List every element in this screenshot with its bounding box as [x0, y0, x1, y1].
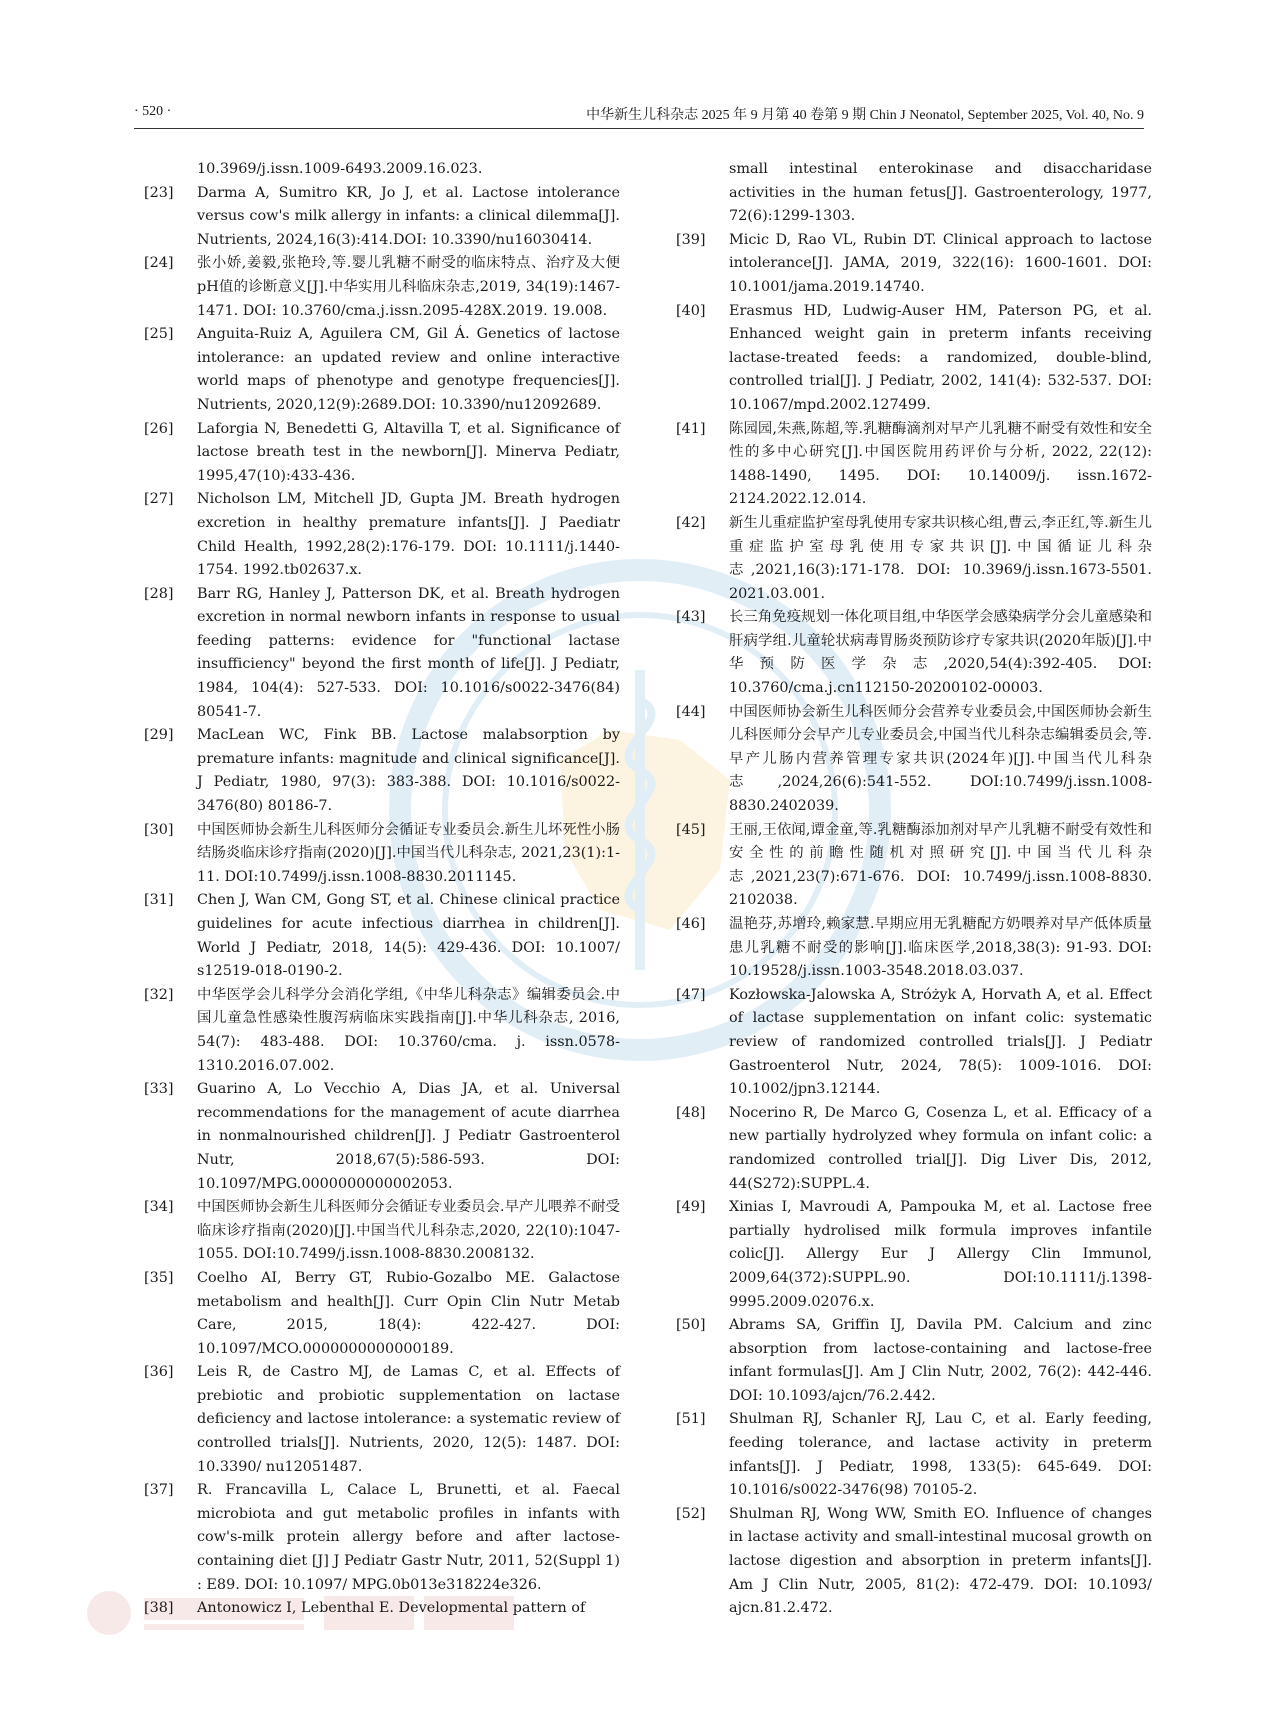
- reference-entry: [676, 1196, 1152, 1314]
- reference-number: [35]: [144, 1269, 174, 1286]
- reference-number: [52]: [676, 1505, 706, 1522]
- reference-number: [51]: [676, 1411, 706, 1428]
- reference-text: Xinias I, Mavroudi A, Pampouka M, et al. Lactose free partially hydrolised milk formula improves infantile colic[J]. Allergy Eur J Allergy Clin Immunol, 2009,64(372):SUPPL.90. DOI:10.1111/j.1398-9995.2009.02076.x.: [729, 1199, 1152, 1310]
- reference-text: Guarino A, Lo Vecchio A, Dias JA, et al. Universal recommendations for the management of acute diarrhea in nonmalnourished children[J]. J Pediatr Gastroenterol Nutr, 2018,67(5):586-593. DOI: 10.1097/MPG.0000000000002053.: [197, 1081, 620, 1192]
- reference-number: [34]: [144, 1199, 174, 1216]
- reference-number: [36]: [144, 1364, 174, 1381]
- reference-entry: [676, 984, 1152, 1102]
- reference-entry: [676, 512, 1152, 606]
- reference-entry: [144, 819, 620, 890]
- reference-entry: [144, 1078, 620, 1196]
- reference-number: [25]: [144, 326, 174, 343]
- reference-number: [32]: [144, 986, 174, 1003]
- reference-number: [23]: [144, 184, 174, 201]
- reference-number: [24]: [144, 255, 174, 272]
- page-header: [134, 104, 1144, 129]
- reference-entry: [144, 488, 620, 582]
- reference-text: 新生儿重症监护室母乳使用专家共识核心组,曹云,李正红,等.新生儿重症监护室母乳使用专家共识[J].中国循证儿科杂志,2021,16(3):171-178. DOI: 10.3969/j.issn.1673-5501. 2021.03.001.: [729, 514, 1152, 602]
- reference-entry: [144, 724, 620, 818]
- reference-number: [27]: [144, 491, 174, 508]
- reference-number: [47]: [676, 986, 706, 1003]
- reference-text: Coelho AI, Berry GT, Rubio-Gozalbo ME. Galactose metabolism and health[J]. Curr Opin Clin Nutr Metab Care, 2015, 18(4): 422-427. DOI: 10.1097/MCO.0000000000000189.: [197, 1269, 620, 1357]
- references-left-column: [144, 158, 620, 1621]
- reference-number: [29]: [144, 727, 174, 744]
- reference-number: [49]: [676, 1199, 706, 1216]
- reference-entry: [676, 1314, 1152, 1408]
- reference-text: Barr RG, Hanley J, Patterson DK, et al. Breath hydrogen excretion in normal newborn infants in response to usual feeding patterns: evidence for "functional lactase insufficiency" beyond the first month of life[J]. J Pediatr, 1984, 104(4): 527-533. DOI: 10.1016/s0022-3476(84) 80541-7.: [197, 585, 620, 720]
- reference-entry: [676, 701, 1152, 819]
- reference-text: Leis R, de Castro MJ, de Lamas C, et al. Effects of prebiotic and probiotic supplementation on lactase deficiency and lactose intolerance: a systematic review of controlled trials[J]. Nutrients, 2020, 12(5): 1487. DOI: 10.3390/ nu12051487.: [197, 1364, 620, 1475]
- reference-text: 长三角免疫规划一体化项目组,中华医学会感染病学分会儿童感染和肝病学组.儿童轮状病毒胃肠炎预防诊疗专家共识(2020年版)[J].中华预防医学杂志,2020,54(4):392-405. DOI: 10.3760/cma.j.cn112150-20200102-00003.: [729, 609, 1152, 697]
- reference-text: R. Francavilla L, Calace L, Brunetti, et al. Faecal microbiota and gut metabolic profiles in infants with cow's-milk protein allergy before and after lactose-containing diet [J] J Pediatr Gastr Nutr, 2011, 52(Suppl 1) : E89. DOI: 10.1097/ MPG.0b013e318224e326.: [197, 1482, 620, 1593]
- reference-text: 中华医学会儿科学分会消化学组,《中华儿科杂志》编辑委员会.中国儿童急性感染性腹泻病临床实践指南[J].中华儿科杂志, 2016, 54(7): 483-488. DOI: 10.3760/cma. j. issn.0578-1310.2016.07.002.: [197, 986, 620, 1074]
- reference-entry: [676, 229, 1152, 300]
- reference-number: [28]: [144, 585, 174, 602]
- reference-text: Anguita-Ruiz A, Aguilera CM, Gil Á. Genetics of lactose intolerance: an updated review and online interactive world maps of phenotype and genotype frequencies[J]. Nutrients, 2020,12(9):2689.DOI: 10.3390/nu12092689.: [197, 326, 620, 413]
- reference-entry: [676, 300, 1152, 418]
- reference-text: 中国医师协会新生儿科医师分会循证专业委员会.新生儿坏死性小肠结肠炎临床诊疗指南(2020)[J].中国当代儿科杂志, 2021,23(1):1-11. DOI:10.7499/j.issn.1008-8830.2011145.: [197, 821, 620, 885]
- reference-number: [50]: [676, 1317, 706, 1334]
- reference-text: Erasmus HD, Ludwig-Auser HM, Paterson PG, et al. Enhanced weight gain in preterm infants receiving lactase-treated feeds: a randomized, double-blind, controlled trial[J]. J Pediatr, 2002, 141(4): 532-537. DOI: 10.1067/mpd.2002.127499.: [729, 302, 1152, 413]
- reference-entry: [144, 418, 620, 489]
- reference-number: [40]: [676, 302, 706, 319]
- reference-entry: [144, 323, 620, 417]
- reference-entry: [144, 889, 620, 983]
- reference-number: [33]: [144, 1081, 174, 1098]
- reference-number: [38]: [144, 1600, 174, 1617]
- reference-text: 陈园园,朱燕,陈超,等.乳糖酶滴剂对早产儿乳糖不耐受有效性和安全性的多中心研究[J].中国医院用药评价与分析, 2022, 22(12): 1488-1490, 1495. DOI: 10.14009/j. issn.1672-2124.2022.12.014.: [729, 420, 1152, 508]
- page-number: · 520 ·: [134, 104, 172, 119]
- reference-entry: [144, 1361, 620, 1479]
- reference-text: 张小娇,姜毅,张艳玲,等.婴儿乳糖不耐受的临床特点、治疗及大便pH值的诊断意义[J].中华实用儿科临床杂志,2019, 34(19):1467-1471. DOI: 10.3760/cma.j.issn.2095-428X.2019. 19.008.: [197, 255, 620, 319]
- reference-text: 中国医师协会新生儿科医师分会循证专业委员会.早产儿喂养不耐受临床诊疗指南(2020)[J].中国当代儿科杂志,2020, 22(10):1047-1055. DOI:10.7499/j.issn.1008-8830.2008132.: [197, 1199, 620, 1263]
- reference-number: [48]: [676, 1104, 706, 1121]
- reference-entry: [676, 1503, 1152, 1621]
- reference-text: Nicholson LM, Mitchell JD, Gupta JM. Breath hydrogen excretion in healthy premature infants[J]. J Paediatr Child Health, 1992,28(2):176-179. DOI: 10.1111/j.1440-1754. 1992.tb02637.x.: [197, 491, 620, 579]
- reference-text: Micic D, Rao VL, Rubin DT. Clinical approach to lactose intolerance[J]. JAMA, 2019, 322(16): 1600-1601. DOI: 10.1001/jama.2019.14740.: [729, 231, 1152, 295]
- reference-entry: [676, 819, 1152, 913]
- reference-text: Abrams SA, Griffin IJ, Davila PM. Calcium and zinc absorption from lactose-containing and lactose-free infant formulas[J]. Am J Clin Nutr, 2002, 76(2): 442-446. DOI: 10.1093/ajcn/76.2.442.: [729, 1317, 1152, 1404]
- reference-text: Antonowicz I, Lebenthal E. Developmental pattern of: [197, 1600, 586, 1617]
- reference-text: Shulman RJ, Schanler RJ, Lau C, et al. Early feeding, feeding tolerance, and lactase activity in preterm infants[J]. J Pediatr, 1998, 133(5): 645-649. DOI: 10.1016/s0022-3476(98) 70105-2.: [729, 1411, 1152, 1499]
- reference-number: [42]: [676, 514, 706, 531]
- reference-text: 温艳芬,苏增玲,赖家慧.早期应用无乳糖配方奶喂养对早产低体质量患儿乳糖不耐受的影响[J].临床医学,2018,38(3): 91-93. DOI: 10.19528/j.issn.1003-3548.2018.03.037.: [729, 916, 1152, 980]
- reference-text: Kozłowska-Jalowska A, Stróżyk A, Horvath A, et al. Effect of lactase supplementation on infant colic: systematic review of randomized controlled trials[J]. J Pediatr Gastroenterol Nutr, 2024, 78(5): 1009-1016. DOI: 10.1002/jpn3.12144.: [729, 986, 1152, 1098]
- reference-number: [41]: [676, 420, 706, 437]
- reference-entry: [676, 418, 1152, 512]
- reference-number: [31]: [144, 892, 174, 909]
- reference-number: [44]: [676, 703, 706, 720]
- reference-entry: [144, 1196, 620, 1267]
- reference-number: [45]: [676, 821, 706, 838]
- reference-text: 王丽,王依闻,谭金童,等.乳糖酶添加剂对早产儿乳糖不耐受有效性和安全性的前瞻性随机对照研究[J].中国当代儿科杂志,2021,23(7):671-676. DOI: 10.7499/j.issn.1008-8830. 2102038.: [729, 821, 1152, 909]
- reference-text: small intestinal enterokinase and disaccharidase activities in the human fetus[J]. Gastroenterology, 1977, 72(6):1299-1303.: [729, 161, 1152, 225]
- reference-entry: [676, 913, 1152, 984]
- reference-text: Darma A, Sumitro KR, Jo J, et al. Lactose intolerance versus cow's milk allergy in infants: a clinical dilemma[J]. Nutrients, 2024,16(3):414.DOI: 10.3390/nu16030414.: [197, 184, 620, 248]
- reference-number: [43]: [676, 609, 706, 626]
- references-right-column: [676, 158, 1152, 1621]
- reference-text: Chen J, Wan CM, Gong ST, et al. Chinese clinical practice guidelines for acute infectious diarrhea in children[J]. World J Pediatr, 2018, 14(5): 429-436. DOI: 10.1007/ s12519-018-0190-2.: [197, 892, 620, 980]
- reference-entry: [144, 158, 620, 182]
- reference-entry: [144, 984, 620, 1078]
- reference-entry: [144, 1597, 620, 1621]
- reference-entry: [676, 606, 1152, 700]
- reference-entry: [144, 182, 620, 253]
- reference-text: Nocerino R, De Marco G, Cosenza L, et al. Efficacy of a new partially hydrolyzed whey formula on infant colic: a randomized controlled trial[J]. Dig Liver Dis, 2012, 44(S272):SUPPL.4.: [729, 1104, 1152, 1192]
- reference-text: 10.3969/j.issn.1009-6493.2009.16.023.: [197, 161, 483, 177]
- reference-text: MacLean WC, Fink BB. Lactose malabsorption by premature infants: magnitude and clinical significance[J]. J Pediatr, 1980, 97(3): 383-388. DOI: 10.1016/s0022-3476(80) 80186-7.: [197, 727, 620, 815]
- reference-entry: [144, 1267, 620, 1361]
- reference-number: [30]: [144, 821, 174, 838]
- reference-entry: [144, 252, 620, 323]
- reference-entry: [676, 158, 1152, 229]
- reference-number: [26]: [144, 420, 174, 437]
- reference-number: [37]: [144, 1482, 174, 1499]
- reference-text: 中国医师协会新生儿科医师分会营养专业委员会,中国医师协会新生儿科医师分会早产儿专业委员会,中国当代儿科杂志编辑委员会,等.早产儿肠内营养管理专家共识(2024年)[J].中国当代儿科杂志,2024,26(6):541-552. DOI:10.7499/j.issn.1008-8830.2402039.: [729, 703, 1152, 815]
- reference-entry: [676, 1408, 1152, 1502]
- reference-entry: [676, 1102, 1152, 1196]
- reference-text: Laforgia N, Benedetti G, Altavilla T, et al. Significance of lactose breath test in the newborn[J]. Minerva Pediatr, 1995,47(10):433-436.: [197, 420, 620, 484]
- reference-entry: [144, 583, 620, 725]
- journal-citation: 中华新生儿科杂志 2025 年 9 月第 40 卷第 9 期 Chin J Neonatol, September 2025, Vol. 40, No. 9: [586, 108, 1144, 123]
- reference-number: [39]: [676, 231, 706, 248]
- reference-text: Shulman RJ, Wong WW, Smith EO. Influence of changes in lactase activity and small-intestinal mucosal growth on lactose digestion and absorption in preterm infants[J]. Am J Clin Nutr, 2005, 81(2): 472-479. DOI: 10.1093/ ajcn.81.2.472.: [729, 1505, 1152, 1617]
- reference-number: [46]: [676, 916, 706, 932]
- reference-entry: [144, 1479, 620, 1597]
